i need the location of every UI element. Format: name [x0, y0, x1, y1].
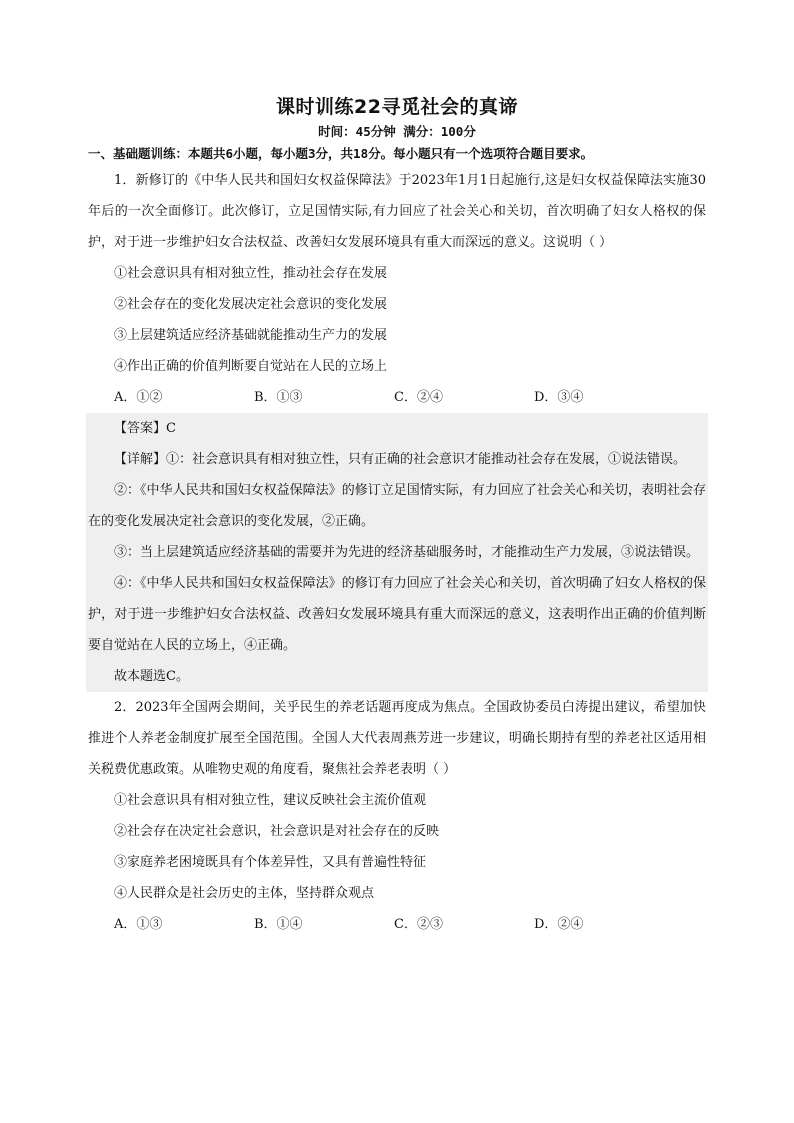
statement-option: ②社会存在的变化发展决定社会意识的变化发展 — [114, 297, 388, 312]
statement-option: ②社会存在决定社会意识，社会意识是对社会存在的反映 — [114, 824, 440, 839]
choice-a: A．①③ — [114, 917, 163, 932]
page-title: 课时训练22寻觅社会的真谛 — [276, 96, 518, 118]
choice-d: D．②④ — [534, 917, 584, 932]
choice-b: B．①③ — [254, 390, 303, 405]
question-stem: 1．新修订的《中华人民共和国妇女权益保障法》于2023年1月1日起施行,这是妇女权益保障法实施30年后的一次全面修订。此次修订，立足国情实际,有力回应了社会关心和关切，首次明确了妇女人格权的保护，对于进一步维护妇女合法权益、改善妇女发展环境具有重大而深远的意义。这说明（ ） — [88, 173, 706, 250]
answer-choices — [88, 909, 706, 940]
choice-a: A．①② — [114, 390, 163, 405]
worksheet-page — [88, 92, 706, 940]
statement-option: ③上层建筑适应经济基础就能推动生产力的发展 — [114, 328, 388, 343]
statement-option: ①社会意识具有相对独立性，推动社会存在发展 — [114, 266, 388, 281]
answer-key: 【答案】C — [114, 421, 176, 436]
answer-explanation-box — [86, 413, 708, 692]
time-score-info: 时间：45分钟 满分：100分 — [318, 124, 476, 139]
choice-c: C．②③ — [394, 917, 443, 932]
explanation-paragraph: ④：《中华人民共和国妇女权益保障法》的修订有力回应了社会关心和关切，首次明确了妇女人格权的保护，对于进一步维护妇女合法权益、改善妇女发展环境具有重大而深远的意义，这表明作出正确的价值判断要自觉站在人民的立场上，④正确。 — [88, 576, 706, 653]
choice-c: C．②④ — [394, 390, 443, 405]
question-1 — [88, 165, 706, 692]
statement-option: ④作出正确的价值判断要自觉站在人民的立场上 — [114, 359, 388, 374]
answer-choices — [88, 382, 706, 413]
choice-d: D．③④ — [534, 390, 584, 405]
question-2 — [88, 692, 706, 940]
explanation-paragraph: ③：当上层建筑适应经济基础的需要并为先进的经济基础服务时，才能推动生产力发展，③说法错误。 — [114, 545, 700, 560]
explanation-conclusion: 故本题选C。 — [114, 669, 189, 684]
question-stem: 2．2023年全国两会期间，关乎民生的养老话题再度成为焦点。全国政协委员白涛提出建议，希望加快推进个人养老金制度扩展至全国范围。全国人大代表周燕芳进一步建议，明确长期持有型的养老社区适用相关税费优惠政策。从唯物史观的角度看，聚焦社会养老表明（ ） — [88, 700, 706, 777]
explanation-paragraph: ②：《中华人民共和国妇女权益保障法》的修订立足国情实际，有力回应了社会关心和关切，表明社会存在的变化发展决定社会意识的变化发展，②正确。 — [88, 483, 706, 529]
statement-option: ①社会意识具有相对独立性，建议反映社会主流价值观 — [114, 793, 427, 808]
statement-option: ③家庭养老困境既具有个体差异性，又具有普遍性特征 — [114, 855, 427, 870]
choice-b: B．①④ — [254, 917, 303, 932]
statement-option: ④人民群众是社会历史的主体，坚持群众观点 — [114, 886, 375, 901]
explanation-paragraph: 【详解】①：社会意识具有相对独立性，只有正确的社会意识才能推动社会存在发展，①说法错误。 — [114, 452, 687, 467]
section-heading: 一、基础题训练：本题共6小题，每小题3分，共18分。每小题只有一个选项符合题目要求。 — [88, 146, 594, 161]
